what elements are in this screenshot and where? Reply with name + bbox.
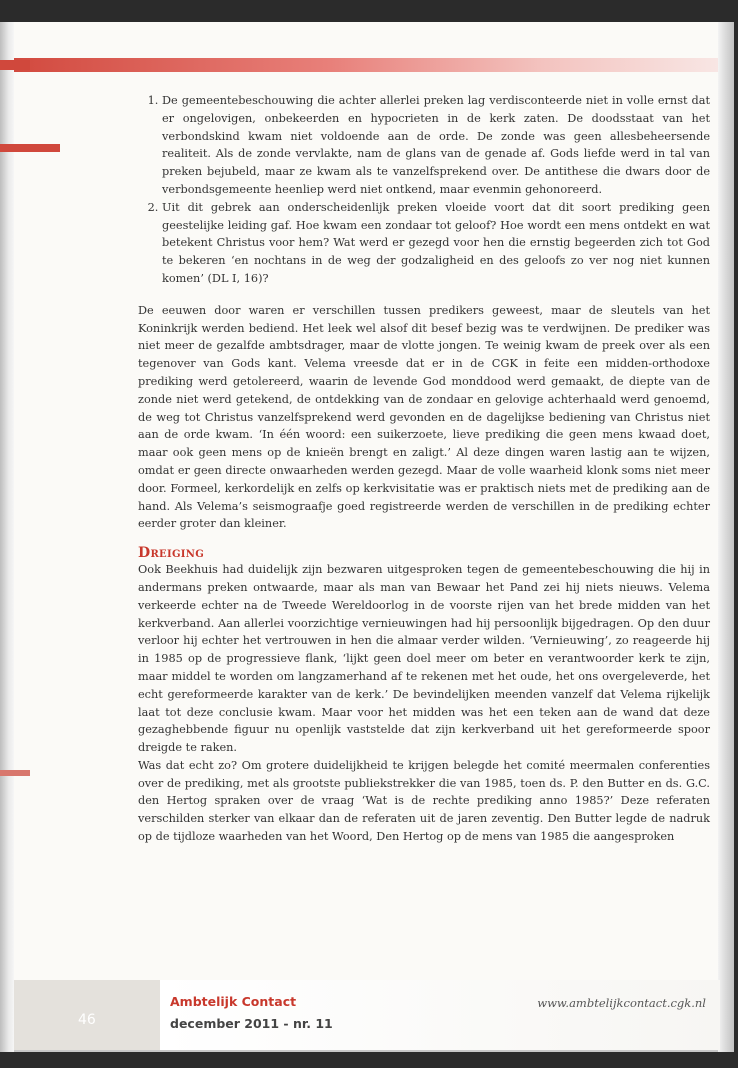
magazine-page bbox=[0, 22, 734, 1052]
footer-band bbox=[160, 980, 720, 1050]
header-color-bar bbox=[14, 58, 718, 72]
list-item: 1. De gemeentebeschouwing die achter allerlei preken lag verdisconteerde niet in volle ernst dat er ongelovigen, onbekeerden en hypocrieten in de kerk zaten. De doodsstaat van het verbondskind kwam niet voldoende aan de orde. De zonde was geen allesbeheersende realiteit. Als de zonde vervlakte, nam de glans van de genade af. Gods liefde werd in tal van preken bejubeld, maar ze kwam als te vanzelfsprekend over. De antithese die dwars door de verbondsgemeente heenliep werd niet ontkend, maar evenmin gehonoreerd. bbox=[162, 92, 710, 199]
page-number: 46 bbox=[78, 1012, 96, 1028]
issue-info: december 2011 - nr. 11 bbox=[170, 1016, 333, 1031]
magazine-title: Ambtelijk Contact bbox=[170, 994, 297, 1009]
page-spine bbox=[0, 22, 14, 1052]
margin-marker bbox=[0, 144, 60, 152]
section-heading: Dreiging bbox=[138, 545, 205, 562]
margin-marker bbox=[0, 60, 30, 70]
paragraph: De eeuwen door waren er verschillen tussen predikers geweest, maar de sleutels van het Koninkrijk werden bediend. Het leek wel alsof dit besef bezig was te verdwijnen. De prediker was niet meer de gezalfde ambtsdrager, maar de vlotte jongen. Te weinig kwam de preek over als een tegenover van Gods kant. Velema vreesde dat er in de CGK in feite een midden-orthodoxe prediking werd getolereerd, waarin de levende God monddood werd gemaakt, de diepte van de zonde niet werd getekend, de ontdekking van de zondaar en gelovige achterhaald werd genoemd, de weg tot Christus vanzelfsprekend werd gevonden en de dagelijkse bediening van Christus niet aan de orde kwam. ‘In één woord: een suikerzoete, lieve prediking die geen mens kwaad doet, maar ook geen mens op de knieën brengt en zaligt.’ Al deze dingen waren lastig aan te wijzen, omdat er geen directe onwaarheden werden gezegd. Maar de volle waarheid klonk soms niet meer door. Formeel, kerkordelijk en zelfs op kerkvisitatie was er praktisch niets met de prediking aan de hand. Als Velema’s seismograafje goed registreerde werden de verschillen in de prediking echter eerder groter dan kleiner. bbox=[138, 303, 710, 531]
divider bbox=[14, 1050, 718, 1052]
numbered-list bbox=[138, 92, 710, 288]
list-item: 2. Uit dit gebrek aan onderscheidenlijk preken vloeide voort dat dit soort prediking geen geestelijke leiding gaf. Hoe kwam een zondaar tot geloof? Hoe wordt een mens ontdekt en wat betekent Christus voor hem? Wat werd er gezegd voor hen die ernstig begeerden zich tot God te bekeren ‘en nochtans in de weg der godzaligheid en des geloofs zo ver nog niet kunnen komen’ (DL I, 16)? bbox=[162, 199, 710, 288]
paragraph: Was dat echt zo? Om grotere duidelijkheid te krijgen belegde het comité meermalen conferenties over de prediking, met als grootste publiekstrekker die van 1985, toen ds. P. den Butter en ds. G.C. den Hertog spraken over de vraag ‘Wat is de rechte prediking anno 1985?’ Deze referaten verschilden sterker van elkaar dan de referaten uit de jaren zeventig. Den Butter legde de nadruk op de tijdloze waarheden van het Woord, Den Hertog op de mens van 1985 die aangesproken bbox=[138, 758, 710, 844]
margin-marker bbox=[0, 770, 30, 776]
page-edge bbox=[718, 22, 734, 1052]
paragraph: Ook Beekhuis had duidelijk zijn bezwaren uitgesproken tegen de gemeentebeschouwing die hij in andermans preken ontwaarde, maar als man van Bewaar het Pand zei hij niets nieuws. Velema verkeerde echter na de Tweede Wereldoorlog in de voorste rijen van het brede midden van het kerkverband. Aan allerlei voorzichtige vernieuwingen had hij persoonlijk bijgedragen. Op den duur verloor hij echter het vertrouwen in hen die almaar verder wilden. ‘Vernieuwing’, zo reageerde hij in 1985 op de progressieve flank, ‘lijkt geen doel meer om beter en verantwoorder kerk te zijn, maar middel te worden om langzamerhand af te rekenen met het oude, het ons overgeleverde, het echt gereformeerde karakter van de kerk.’ De bevindelijken meenden vanzelf dat Velema rijkelijk laat tot deze conclusie kwam. Maar voor het midden was het een teken aan de wand dat deze gezaghebbende figuur nu openlijk vaststelde dat zijn kerkverband uit het gereformeerde spoor dreigde te raken. bbox=[138, 563, 710, 755]
website-link[interactable]: www.ambtelijkcontact.cgk.nl bbox=[537, 996, 706, 1010]
article-body bbox=[138, 92, 710, 846]
